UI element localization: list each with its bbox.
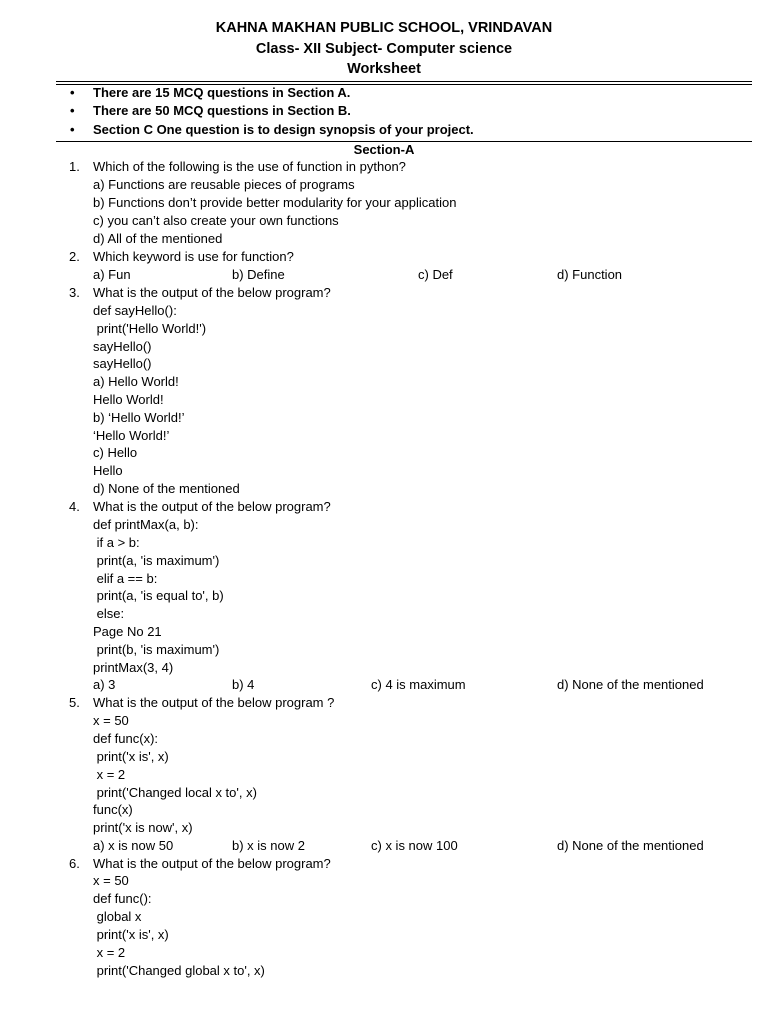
code-line: print('Hello World!') xyxy=(93,321,207,336)
code-line: def sayHello(): xyxy=(93,303,177,318)
code-line: print('Changed global x to', x) xyxy=(93,963,265,978)
option-c: c) x is now 100 xyxy=(371,838,458,853)
section-a-title: Section-A xyxy=(353,142,415,157)
answer-line: b) ‘Hello World!’ xyxy=(93,410,185,425)
code-line: print(a, 'is maximum') xyxy=(93,553,220,568)
code-line: def printMax(a, b): xyxy=(93,517,199,532)
instruction-item xyxy=(0,121,768,139)
code-line: sayHello() xyxy=(93,356,152,371)
code-line: x = 50 xyxy=(93,713,129,728)
option-d: d) All of the mentioned xyxy=(93,231,223,246)
option-d: d) Function xyxy=(557,267,623,282)
worksheet-title: Worksheet xyxy=(347,61,421,77)
option-d: d) None of the mentioned xyxy=(557,677,704,692)
question-text: Which of the following is the use of function in python? xyxy=(93,159,406,174)
code-line: print('Changed local x to', x) xyxy=(93,785,257,800)
question-number: 6. xyxy=(69,856,80,871)
code-line: x = 2 xyxy=(93,945,126,960)
option-b: b) Functions don’t provide better modularity for your application xyxy=(93,195,457,210)
code-line: print('x is', x) xyxy=(93,749,169,764)
question-number: 4. xyxy=(69,499,80,514)
header-rule-top xyxy=(56,81,752,82)
instruction-item xyxy=(0,84,768,102)
answer-line: Hello World! xyxy=(93,392,164,407)
question-text: What is the output of the below program? xyxy=(93,499,331,514)
option-d: d) None of the mentioned xyxy=(557,838,704,853)
question-number: 2. xyxy=(69,249,80,264)
answer-line: Hello xyxy=(93,463,123,478)
code-line: print('x is now', x) xyxy=(93,820,193,835)
code-line: elif a == b: xyxy=(93,571,158,586)
instruction-text: There are 15 MCQ questions in Section A. xyxy=(93,85,351,100)
class-subject: Class- XII Subject- Computer science xyxy=(255,41,513,57)
question-text: What is the output of the below program ? xyxy=(93,695,335,710)
option-a: a) 3 xyxy=(93,677,116,692)
question-text: Which keyword is use for function? xyxy=(93,249,294,264)
option-a: a) Functions are reusable pieces of programs xyxy=(93,177,355,192)
code-line: print(b, 'is maximum') xyxy=(93,642,220,657)
question-text: What is the output of the below program? xyxy=(93,285,331,300)
question-number: 5. xyxy=(69,695,80,710)
code-line: def func(x): xyxy=(93,731,159,746)
option-b: b) 4 xyxy=(232,677,255,692)
code-line: x = 50 xyxy=(93,873,129,888)
question-number: 1. xyxy=(69,159,80,174)
option-c: c) you can’t also create your own functions xyxy=(93,213,339,228)
code-line: else: xyxy=(93,606,125,621)
option-c: c) Def xyxy=(418,267,453,282)
code-line: if a > b: xyxy=(93,535,140,550)
answer-line: c) Hello xyxy=(93,445,138,460)
code-line: printMax(3, 4) xyxy=(93,660,174,675)
page-number-text: Page No 21 xyxy=(93,624,162,639)
instruction-text: There are 50 MCQ questions in Section B. xyxy=(93,103,351,118)
option-a: a) x is now 50 xyxy=(93,838,174,853)
code-line: sayHello() xyxy=(93,339,152,354)
option-c: c) 4 is maximum xyxy=(371,677,466,692)
option-b: b) x is now 2 xyxy=(232,838,305,853)
code-line: def func(): xyxy=(93,891,152,906)
answer-line: d) None of the mentioned xyxy=(93,481,240,496)
option-b: b) Define xyxy=(232,267,285,282)
question-number: 3. xyxy=(69,285,80,300)
instruction-item xyxy=(0,102,768,120)
code-line: print('x is', x) xyxy=(93,927,169,942)
option-a: a) Fun xyxy=(93,267,131,282)
bullet-icon: • xyxy=(70,85,75,100)
answer-line: ‘Hello World!’ xyxy=(93,428,170,443)
bullet-icon: • xyxy=(70,122,75,137)
code-line: global x xyxy=(93,909,142,924)
code-line: print(a, 'is equal to', b) xyxy=(93,588,224,603)
bullet-icon: • xyxy=(70,103,75,118)
question-text: What is the output of the below program? xyxy=(93,856,331,871)
instruction-text: Section C One question is to design synopsis of your project. xyxy=(93,122,474,137)
school-name: KAHNA MAKHAN PUBLIC SCHOOL, VRINDAVAN xyxy=(215,20,553,36)
code-line: func(x) xyxy=(93,802,133,817)
answer-line: a) Hello World! xyxy=(93,374,179,389)
code-line: x = 2 xyxy=(93,767,126,782)
